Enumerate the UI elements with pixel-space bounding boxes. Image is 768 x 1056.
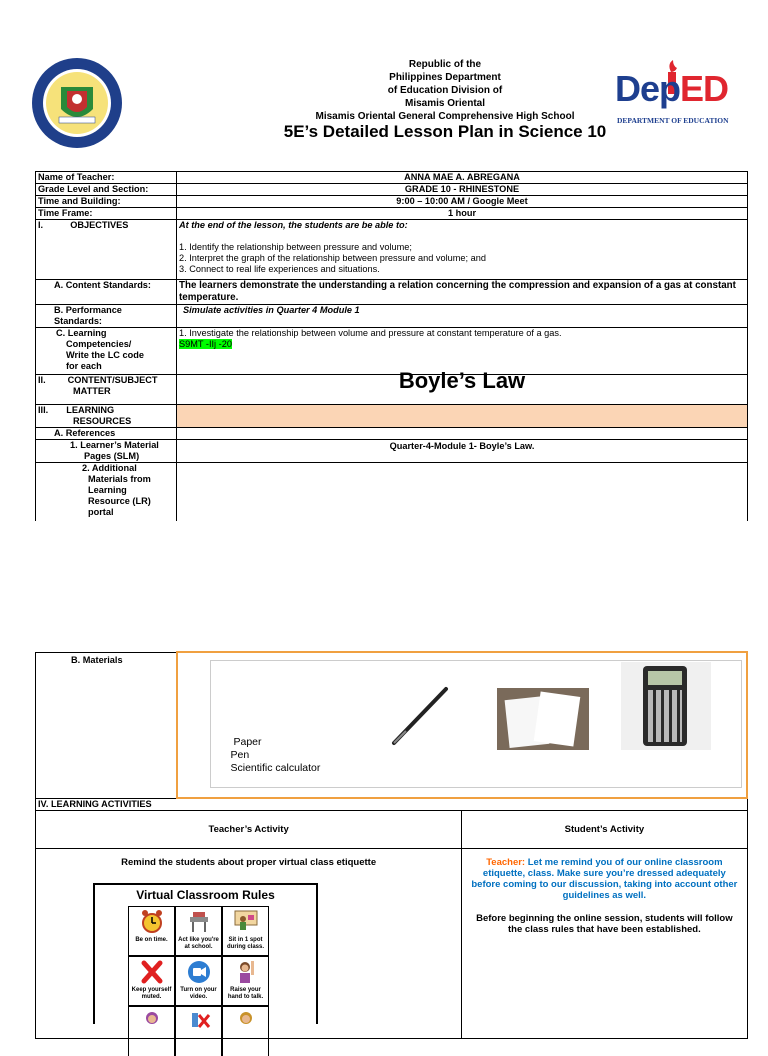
rules-grid [128, 906, 269, 1056]
table-row [36, 280, 748, 305]
performance-standards-value: Simulate activities in Quarter 4 Module 1 [177, 305, 748, 328]
header-line: of Education Division of [387, 85, 503, 96]
rule-item [175, 906, 222, 956]
rule-text: Keep yourself muted. [131, 987, 172, 1000]
topic-title: Boyle’s Law [177, 375, 748, 405]
rule-text: Act like you're at school. [178, 937, 219, 950]
objectives-title: OBJECTIVES [70, 220, 129, 230]
rule-item [128, 906, 175, 956]
label-line: Pages (SLM) [84, 451, 140, 461]
table-row [36, 798, 748, 811]
table-row [36, 428, 748, 440]
subject-matter-label [36, 375, 177, 405]
paper-icon [497, 688, 589, 750]
label-line: MATTER [73, 386, 111, 396]
alarm-clock-icon [140, 909, 164, 935]
label-line: Resource (LR) [88, 496, 151, 506]
rule-item [128, 1006, 175, 1056]
teacher-quote: Let me remind you of our online classroom etiquette, class. Make sure you’re dressed adequately before coming to our discussion, taking into account other guidelines as well. [471, 857, 738, 901]
teacher-activity-text: Remind the students about proper virtual class etiquette [121, 857, 377, 868]
resources-value [177, 405, 748, 428]
classroom-rules-card [93, 883, 318, 1024]
material-item: Scientific calculator [230, 762, 321, 774]
no-food-icon [187, 1009, 211, 1029]
label-line: Learning [88, 485, 127, 495]
speaker-label: Teacher: [486, 857, 526, 868]
frame-label: Time Frame: [36, 208, 177, 220]
student-activity-heading: Student’s Activity [462, 811, 747, 849]
table-row [36, 196, 748, 208]
learning-activities-heading: IV. LEARNING ACTIVITIES [36, 798, 748, 811]
table-row [36, 328, 748, 375]
student-icon [140, 1009, 164, 1029]
table-row [36, 405, 748, 428]
rule-item [222, 1006, 269, 1056]
frame-value: 1 hour [177, 208, 748, 220]
student-activity-cell [462, 849, 747, 1039]
teacher-value: ANNA MAE A. ABREGANA [177, 172, 748, 184]
material-item: Pen [230, 749, 250, 761]
table-row [36, 208, 748, 220]
raise-hand-icon [234, 959, 258, 985]
label-line: B. Performance [54, 305, 122, 315]
objective-item: 3. Connect to real life experiences and situations. [179, 264, 380, 274]
table-row [36, 811, 748, 849]
performance-standards-label [36, 305, 177, 328]
competencies-label [36, 328, 177, 375]
materials-list [231, 736, 321, 775]
deped-subtitle: DEPARTMENT OF EDUCATION [617, 116, 729, 125]
label-line: CONTENT/SUBJECT [67, 375, 158, 385]
rule-item [222, 956, 269, 1006]
material-item: Paper [233, 736, 262, 748]
objective-item: 2. Interpret the graph of the relationship between pressure and volume; and [179, 253, 486, 263]
section-num: III. [38, 405, 49, 415]
table-row [36, 305, 748, 328]
table-row [36, 220, 748, 280]
label-line: RESOURCES [73, 416, 132, 426]
rule-item [175, 1006, 222, 1056]
rule-text: Raise your hand to talk. [227, 987, 264, 1000]
grade-label: Grade Level and Section: [36, 184, 177, 196]
lc-code: S9MT -IIj -20 [179, 339, 232, 349]
additional-materials-value [177, 463, 748, 521]
rule-item [222, 906, 269, 956]
objectives-label [36, 220, 177, 280]
content-standards-value: The learners demonstrate the understanding a relation concerning the compression and expansion of a gas at constant temperature. [177, 280, 748, 305]
student-activity-text: Before beginning the online session, students will follow the class rules that have been established. [476, 913, 733, 935]
deped-logo: DepED DEPARTMENT OF EDUCATION [613, 60, 748, 130]
objectives-value [177, 220, 748, 280]
pen-icon [386, 681, 456, 751]
time-value: 9:00 – 10:00 AM / Google Meet [177, 196, 748, 208]
objective-item: 1. Identify the relationship between pressure and volume; [179, 242, 412, 252]
lm-value: Quarter-4-Module 1- Boyle’s Law. [177, 440, 748, 463]
objectives-num: I. [38, 220, 44, 230]
grade-value: GRADE 10 - RHINESTONE [177, 184, 748, 196]
lesson-info-table [35, 171, 748, 521]
rules-title: Virtual Classroom Rules [136, 888, 275, 902]
lm-label [36, 440, 177, 463]
materials-label: B. Materials [36, 652, 177, 798]
additional-materials-label [36, 463, 177, 521]
student-sitting-icon [234, 909, 258, 935]
section-num: II. [38, 375, 46, 385]
references-value [177, 428, 748, 440]
materials-box [178, 653, 714, 795]
header-line: Republic of the [408, 59, 482, 70]
label-line: Competencies/ [66, 339, 132, 349]
label-line: C. Learning [56, 328, 107, 338]
teacher-activity-heading: Teacher’s Activity [36, 811, 462, 849]
resources-label [36, 405, 177, 428]
rule-item [175, 956, 222, 1006]
table-row [36, 652, 748, 798]
table-row [36, 440, 748, 463]
label-line: LEARNING [66, 405, 115, 415]
calculator-icon [621, 662, 711, 750]
materials-value [177, 652, 748, 798]
school-seal-logo [31, 57, 123, 149]
rule-item [128, 956, 175, 1006]
red-x-icon [140, 959, 164, 985]
label-line: portal [88, 507, 114, 517]
rule-text: Be on time. [135, 937, 168, 943]
objectives-intro: At the end of the lesson, the students are be able to: [179, 220, 408, 230]
header-line: Misamis Oriental [404, 98, 486, 109]
table-row [36, 172, 748, 184]
content-standards-label: A. Content Standards: [36, 280, 177, 305]
label-line: 1. Learner’s Material [70, 440, 159, 450]
table-row [36, 184, 748, 196]
table-row [36, 375, 748, 405]
label-line: Write the LC code [66, 350, 144, 360]
teacher-label: Name of Teacher: [36, 172, 177, 184]
time-label: Time and Building: [36, 196, 177, 208]
label-line: for each [66, 361, 102, 371]
label-line: Standards: [54, 316, 102, 326]
rule-text: Turn on your video. [180, 987, 217, 1000]
rule-text: Sit in 1 spot during class. [226, 937, 264, 950]
competency-text: 1. Investigate the relationship between volume and pressure at constant temperature of a gas. [179, 328, 562, 338]
header-lines [250, 58, 640, 123]
table-row [36, 463, 748, 521]
video-camera-icon [187, 959, 211, 985]
references-label: A. References [36, 428, 177, 440]
label-line: Materials from [88, 474, 151, 484]
student-icon [234, 1009, 258, 1029]
school-desk-icon [187, 909, 211, 935]
plan-title: 5E’s Detailed Lesson Plan in Science 10 [283, 122, 607, 141]
header-line: Philippines Department [389, 72, 501, 83]
label-line: 2. Additional [82, 463, 137, 473]
header-line: Misamis Oriental General Comprehensive High School [315, 111, 575, 122]
